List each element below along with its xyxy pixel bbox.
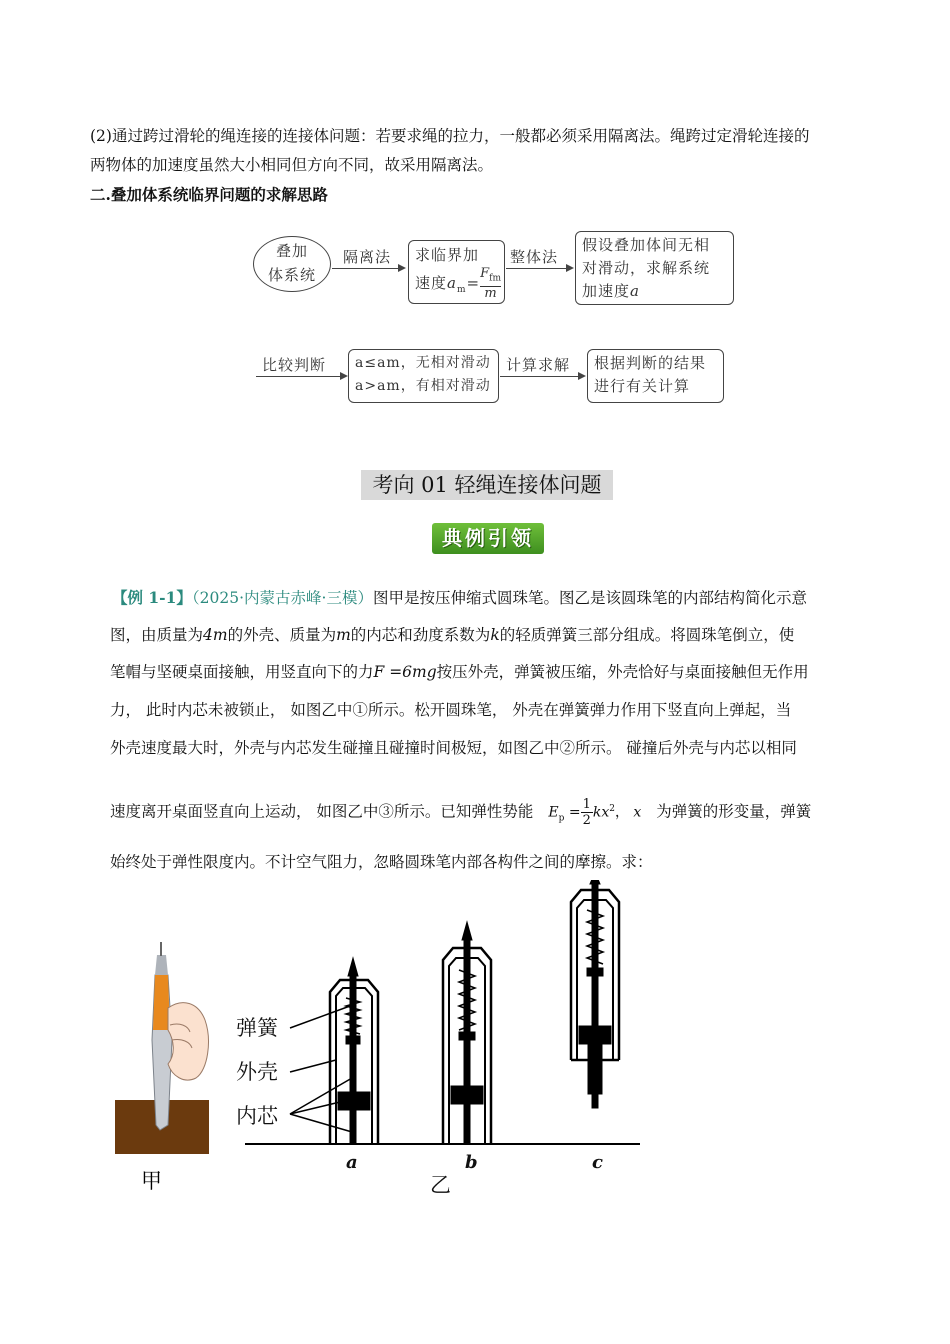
flow-arrow-3 [256, 376, 346, 377]
flow-box-critical [408, 240, 505, 304]
topic-heading: 考向 01 轻绳连接体问题 [361, 470, 613, 500]
pen-b [443, 922, 491, 1144]
example-line-5: 外壳速度最大时，外壳与内芯发生碰撞且碰撞时间极短，如图乙中②所示。 碰撞后外壳与内芯以相同 [110, 739, 797, 757]
label-b: b [465, 1152, 478, 1173]
label-shell: 外壳 [236, 1060, 278, 1084]
example-line-1: 【例 1-1】（2025·内蒙古赤峰·三模）图甲是按压伸缩式圆珠笔。图乙是该圆珠笔的内部结构简化示意 [112, 588, 807, 607]
paragraph-line-1: (2)通过跨过滑轮的绳连接的连接体问题：若要求绳的拉力，一般都必须采用隔离法。绳跨过定滑轮连接的 [90, 127, 810, 145]
example-source: （2025·内蒙古赤峰·三模） [191, 589, 373, 607]
leader-core-2 [290, 1102, 340, 1114]
flow-box-compare-line2: a>am，有相对滑动 [355, 378, 491, 394]
example-banner: 典例引领 [432, 523, 544, 554]
pen-figure [0, 880, 950, 1210]
label-spring: 弹簧 [236, 1016, 278, 1040]
flow-arrow-1-label: 隔离法 [343, 248, 392, 266]
leader-core-3 [290, 1114, 352, 1132]
flow-start-ellipse [253, 236, 331, 292]
flow-arrow-2 [506, 268, 572, 269]
example-line-6: 速度离开桌面竖直向上运动， 如图乙中③所示。已知弹性势能 $E_p$ = 1 2 $kx^2$， x 为弹簧的形变量，弹簧 [110, 797, 812, 828]
flow-start-line1: 叠加 [275, 242, 308, 260]
flow-box-assume [575, 231, 734, 305]
label-yi: 乙 [430, 1173, 451, 1197]
flow-box-calc [587, 349, 724, 403]
label-a: a [346, 1152, 358, 1173]
example-tag: 【例 1-1】 [112, 588, 192, 607]
leader-spring [290, 1006, 350, 1028]
label-c: c [592, 1152, 603, 1173]
flow-box-calc-line2: 进行有关计算 [594, 377, 691, 395]
hand [168, 1003, 208, 1080]
flow-arrow-1 [332, 268, 404, 269]
flow-box-critical-line1: 求临界加 [415, 246, 480, 264]
flow-box-assume-line3: 加速度a [582, 282, 640, 300]
paragraph-line-2: 两物体的加速度虽然大小相同但方向不同，故采用隔离法。 [90, 156, 494, 174]
flow-arrow-4 [500, 376, 584, 377]
elastic-energy-formula: $E_p$ = 1 2 $kx^2$， x [548, 797, 642, 828]
figure-jia [115, 942, 209, 1193]
flow-box-calc-line1: 根据判断的结果 [594, 354, 707, 372]
label-core: 内芯 [236, 1104, 278, 1128]
example-line-2: 图，由质量为4m的外壳、质量为m的内芯和劲度系数为k的轻质弹簧三部分组成。将圆珠笔倒立，使 [110, 626, 795, 644]
pen-a [330, 958, 378, 1144]
flow-box-assume-line2: 对滑动，求解系统 [582, 259, 711, 277]
flow-arrow-3-label: 比较判断 [262, 356, 327, 374]
label-jia: 甲 [141, 1169, 162, 1193]
section-title: 二.叠加体系统临界问题的求解思路 [90, 185, 328, 204]
pen-c [571, 880, 619, 1108]
pen-grip [153, 975, 170, 1030]
flow-start-line2: 体系统 [267, 266, 316, 284]
flow-box-compare [348, 349, 499, 403]
figure-yi [245, 880, 640, 1144]
flow-box-critical-formula: 速度$a_m=$ $F_{fm}$ m [415, 266, 501, 301]
example-line-4: 力， 此时内芯未被锁止， 如图乙中①所示。松开圆珠笔， 外壳在弹簧弹力作用下竖直向上弹起，当 [110, 701, 792, 719]
flow-box-compare-line1: a≤am，无相对滑动 [355, 355, 491, 371]
pen-top [155, 955, 168, 975]
flow-box-assume-line1: 假设叠加体间无相 [582, 236, 711, 254]
example-line-7: 始终处于弹性限度内。不计空气阻力，忽略圆珠笔内部各构件之间的摩擦。求： [110, 853, 653, 871]
flow-arrow-4-label: 计算求解 [506, 356, 571, 374]
flow-arrow-2-label: 整体法 [510, 248, 559, 266]
example-line-3: 笔帽与坚硬桌面接触，用竖直向下的力F =6mg按压外壳，弹簧被压缩，外壳恰好与桌面接触但无作用 [110, 663, 809, 681]
